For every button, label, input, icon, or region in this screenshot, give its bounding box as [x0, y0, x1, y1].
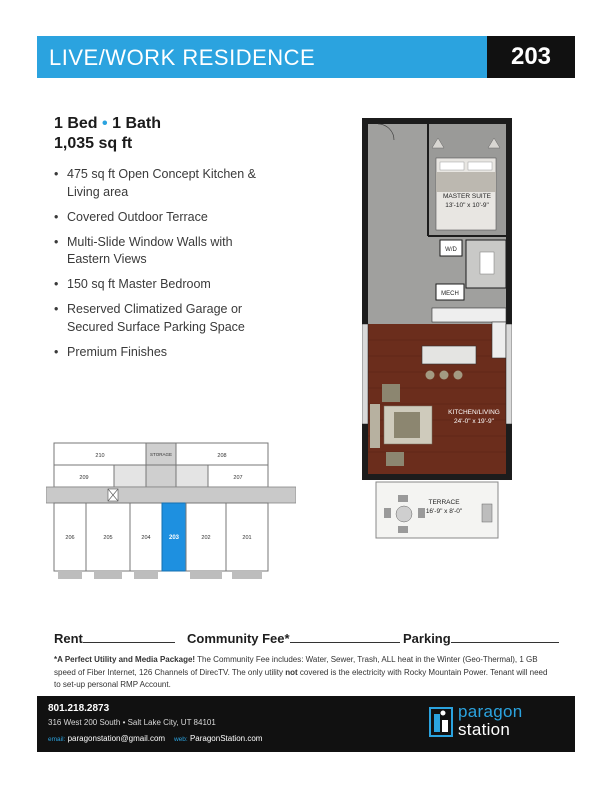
corridor — [46, 487, 296, 503]
feature-item — [54, 276, 274, 294]
unit-label: 203 — [168, 535, 180, 541]
feature-text: Reserved Climatized Garage or Secured Surface Parking Space — [67, 302, 245, 334]
bullet-icon: • — [54, 209, 59, 224]
building-site-plan — [46, 439, 296, 584]
unit-number-badge — [487, 36, 575, 78]
kitchen-dims: 24'-0" x 19'-9" — [454, 418, 494, 425]
parking-label: Parking — [403, 631, 451, 646]
footnote-tail: covered is the electricity with Rocky Mountain Power. Tenant will need to set-up personal RMP Account. — [54, 667, 548, 689]
unit-label: 206 — [65, 535, 75, 541]
unit-label: 208 — [217, 453, 227, 459]
feature-item — [54, 234, 274, 269]
footnote-body: The Community Fee includes: Water, Sewer, Trash, ALL heat in the Winter (Geo-Thermal), 1 GB speed of Fiber Internet, 126 Channels of DirecTV. The only utility — [54, 655, 538, 677]
unit-label: 207 — [233, 475, 243, 481]
footnote-lead: *A Perfect Utility and Media Package! — [54, 655, 196, 664]
footnote-emphasis: not — [285, 667, 298, 677]
mech-label: MECH — [441, 291, 459, 297]
unit-label: 205 — [103, 535, 113, 541]
kitchen-counter — [432, 308, 506, 322]
terrace-label: TERRACE — [428, 499, 460, 506]
rent-label: Rent — [54, 631, 83, 646]
feature-item — [54, 301, 274, 336]
unit-number: 203 — [510, 43, 552, 70]
kitchen-island — [422, 346, 476, 364]
spec-separator: • — [102, 115, 108, 132]
wd-label: W/D — [445, 247, 457, 253]
terrace-dims: 16'-9" x 8'-0" — [425, 508, 463, 515]
page-title: LIVE/WORK RESIDENCE — [49, 45, 316, 70]
kitchen-label: KITCHEN/LIVING — [448, 409, 500, 416]
storage-label: STORAGE — [150, 452, 172, 457]
footer-phone[interactable]: 801.218.2873 — [48, 703, 110, 714]
feature-item — [54, 209, 274, 227]
master-suite-dims: 13'-10" x 10'-9" — [445, 202, 489, 209]
bed-bath-summary — [54, 115, 161, 133]
area-text: 1,035 sq ft — [54, 135, 133, 152]
rent-field[interactable] — [54, 631, 175, 646]
footer-contacts — [48, 734, 262, 743]
armchair — [382, 384, 400, 402]
sofa — [370, 404, 380, 448]
unit-label: 209 — [79, 475, 89, 481]
unit-label: 202 — [201, 535, 211, 541]
unit-label: 210 — [95, 453, 105, 459]
footer-address: 316 West 200 South • Salt Lake City, UT 84101 — [48, 718, 216, 727]
feature-item — [54, 344, 274, 362]
terrace-table — [396, 506, 412, 522]
feature-text: 475 sq ft Open Concept Kitchen & Living area — [67, 167, 257, 199]
feature-text: Multi-Slide Window Walls with Eastern Views — [67, 234, 233, 266]
bullet-icon: • — [54, 344, 59, 359]
parking-field[interactable] — [403, 631, 559, 646]
logo-text-paragon: paragon — [458, 702, 523, 721]
email-link[interactable]: paragonstation@gmail.com — [67, 734, 166, 743]
bullet-icon: • — [54, 302, 59, 316]
paragon-station-logo-icon — [428, 704, 454, 740]
feature-list — [54, 166, 274, 369]
logo-text-station: station — [458, 720, 511, 739]
baths-text: 1 Bath — [112, 115, 161, 132]
feature-item — [54, 166, 274, 201]
feature-text: Premium Finishes — [67, 344, 168, 359]
bullet-icon: • — [54, 234, 59, 249]
web-label: web: — [173, 736, 188, 743]
web-link[interactable]: ParagonStation.com — [189, 734, 263, 743]
community-fee-field[interactable] — [187, 631, 400, 646]
bed-blanket — [436, 172, 496, 192]
utility-footnote — [54, 654, 554, 692]
feature-text: 150 sq ft Master Bedroom — [67, 277, 211, 291]
feature-text: Covered Outdoor Terrace — [67, 209, 208, 224]
unit-label: 201 — [242, 535, 252, 541]
bullet-icon: • — [54, 167, 59, 181]
beds-text: 1 Bed — [54, 115, 98, 132]
unit-label: 204 — [141, 535, 151, 541]
email-label: email: — [48, 736, 66, 743]
bullet-icon: • — [54, 277, 59, 291]
unit-floor-plan — [362, 118, 512, 543]
community-fee-label: Community Fee* — [187, 631, 290, 646]
master-suite-label: MASTER SUITE — [442, 193, 492, 200]
